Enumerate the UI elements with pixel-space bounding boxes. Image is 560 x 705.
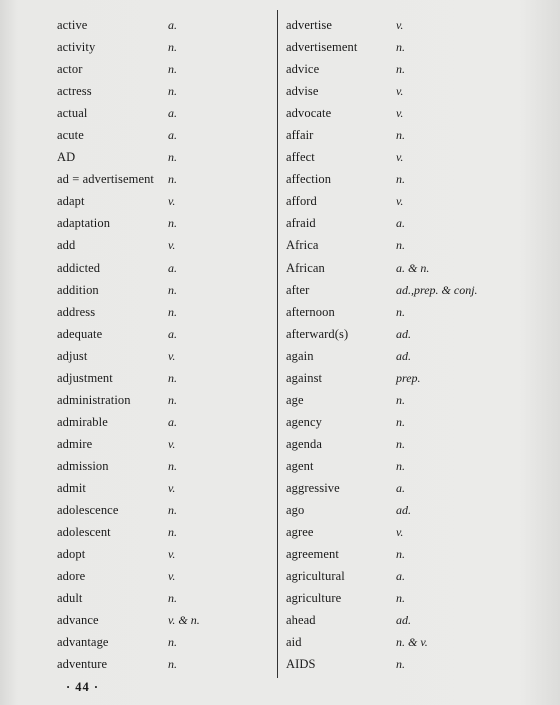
part-of-speech: v.: [396, 194, 404, 209]
word-entry: [57, 14, 272, 36]
part-of-speech: n.: [168, 370, 177, 385]
headword: ahead: [286, 613, 316, 628]
part-of-speech: a.: [168, 18, 177, 32]
word-entry: [286, 609, 546, 631]
headword: agricultural: [286, 569, 345, 584]
headword: adjust: [57, 348, 88, 363]
part-of-speech: v.: [396, 106, 404, 121]
word-entry: [57, 190, 272, 212]
part-of-speech: n.: [168, 304, 177, 319]
headword: aid: [286, 635, 302, 650]
headword: advise: [286, 84, 319, 99]
part-of-speech: ad.,prep. & conj.: [396, 282, 478, 297]
part-of-speech: ad.: [396, 326, 411, 341]
headword: adolescence: [57, 503, 119, 518]
part-of-speech: n.: [168, 525, 177, 540]
word-entry: [286, 587, 546, 609]
headword: address: [57, 304, 96, 319]
word-entry: [57, 433, 272, 455]
word-entry: [286, 499, 546, 521]
part-of-speech: n.: [396, 128, 405, 143]
word-entry: [57, 587, 272, 609]
word-entry: [57, 212, 272, 234]
part-of-speech: a.: [168, 260, 177, 275]
word-entry: [57, 279, 272, 301]
part-of-speech: v.: [168, 547, 176, 562]
word-entry: [57, 499, 272, 521]
part-of-speech: n.: [168, 657, 177, 672]
column-divider: [277, 10, 278, 678]
part-of-speech: a.: [396, 569, 405, 584]
headword: advertisement: [286, 40, 358, 55]
part-of-speech: n.: [168, 282, 177, 297]
right-word-column: [286, 14, 546, 675]
headword: advocate: [286, 106, 332, 121]
word-entry: [286, 631, 546, 653]
headword: activity: [57, 40, 96, 55]
part-of-speech: v.: [168, 569, 176, 584]
word-entry: [286, 257, 546, 279]
headword: adequate: [57, 326, 103, 341]
part-of-speech: n.: [168, 172, 177, 187]
word-entry: [286, 477, 546, 499]
part-of-speech: n.: [396, 591, 405, 606]
headword: addition: [57, 282, 99, 297]
word-entry: [286, 234, 546, 256]
part-of-speech: n.: [396, 304, 405, 319]
part-of-speech: ad.: [396, 613, 411, 628]
headword: AD: [57, 150, 76, 165]
part-of-speech: n.: [396, 436, 405, 451]
headword: addicted: [57, 260, 101, 275]
part-of-speech: v. & n.: [168, 613, 200, 628]
word-entry: [57, 367, 272, 389]
word-entry: [57, 389, 272, 411]
headword: against: [286, 370, 323, 385]
headword: adventure: [57, 657, 108, 672]
part-of-speech: n. & v.: [396, 635, 428, 650]
word-entry: [57, 477, 272, 499]
part-of-speech: prep.: [396, 370, 421, 385]
headword: afterward(s): [286, 326, 349, 341]
part-of-speech: a.: [168, 326, 177, 341]
part-of-speech: a. & n.: [396, 260, 430, 275]
headword: admire: [57, 436, 93, 451]
part-of-speech: n.: [396, 40, 405, 55]
headword: agenda: [286, 436, 322, 451]
word-entry: [57, 345, 272, 367]
word-entry: [286, 124, 546, 146]
word-entry: [286, 521, 546, 543]
headword: adore: [57, 569, 86, 584]
word-entry: [286, 411, 546, 433]
headword: age: [286, 392, 304, 407]
word-entry: [286, 168, 546, 190]
word-entry: [286, 279, 546, 301]
part-of-speech: v.: [396, 150, 404, 165]
headword: adopt: [57, 547, 86, 562]
word-entry: [286, 543, 546, 565]
word-entry: [57, 609, 272, 631]
headword: active: [57, 18, 88, 32]
word-entry: [286, 455, 546, 477]
headword: acute: [57, 128, 84, 143]
headword: advantage: [57, 635, 109, 650]
part-of-speech: n.: [168, 591, 177, 606]
part-of-speech: n.: [396, 657, 405, 672]
word-entry: [57, 521, 272, 543]
word-entry: [286, 80, 546, 102]
headword: agriculture: [286, 591, 342, 606]
headword: administration: [57, 392, 131, 407]
part-of-speech: n.: [168, 84, 177, 99]
headword: afternoon: [286, 304, 335, 319]
headword: adjustment: [57, 370, 113, 385]
part-of-speech: n.: [396, 547, 405, 562]
part-of-speech: a.: [396, 480, 405, 495]
part-of-speech: a.: [168, 414, 177, 429]
word-entry: [286, 389, 546, 411]
part-of-speech: n.: [168, 503, 177, 518]
headword: affect: [286, 150, 315, 165]
headword: affair: [286, 128, 314, 143]
word-entry: [57, 102, 272, 124]
page-number: · 44 ·: [66, 680, 100, 694]
part-of-speech: v.: [396, 525, 404, 540]
headword: advertise: [286, 18, 333, 32]
headword: adaptation: [57, 216, 111, 231]
word-entry: [286, 565, 546, 587]
part-of-speech: n.: [168, 150, 177, 165]
word-entry: [57, 124, 272, 146]
word-entry: [286, 323, 546, 345]
headword: ad = advertisement: [57, 172, 155, 187]
word-entry: [57, 631, 272, 653]
headword: affection: [286, 172, 332, 187]
headword: after: [286, 282, 310, 297]
word-entry: [286, 653, 546, 675]
headword: advice: [286, 62, 320, 77]
headword: admission: [57, 458, 109, 473]
part-of-speech: v.: [168, 480, 176, 495]
part-of-speech: n.: [396, 62, 405, 77]
word-entry: [57, 257, 272, 279]
word-entry: [286, 102, 546, 124]
word-entry: [57, 234, 272, 256]
part-of-speech: n.: [396, 458, 405, 473]
headword: again: [286, 348, 314, 363]
part-of-speech: a.: [168, 128, 177, 143]
part-of-speech: v.: [396, 84, 404, 99]
headword: add: [57, 238, 76, 253]
word-entry: [286, 301, 546, 323]
headword: admit: [57, 480, 86, 495]
headword: ago: [286, 503, 305, 518]
part-of-speech: n.: [168, 392, 177, 407]
part-of-speech: ad.: [396, 348, 411, 363]
part-of-speech: v.: [396, 18, 404, 32]
word-entry: [57, 565, 272, 587]
headword: agreement: [286, 547, 339, 562]
headword: admirable: [57, 414, 108, 429]
headword: actor: [57, 62, 83, 77]
part-of-speech: v.: [168, 238, 176, 253]
word-entry: [57, 543, 272, 565]
word-entry: [57, 168, 272, 190]
headword: aggressive: [286, 480, 340, 495]
part-of-speech: n.: [168, 635, 177, 650]
part-of-speech: v.: [168, 348, 176, 363]
word-entry: [57, 455, 272, 477]
part-of-speech: n.: [396, 392, 405, 407]
left-word-column: [57, 14, 272, 675]
part-of-speech: n.: [396, 172, 405, 187]
word-entry: [286, 367, 546, 389]
part-of-speech: n.: [168, 62, 177, 77]
part-of-speech: v.: [168, 194, 176, 209]
headword: African: [286, 260, 325, 275]
headword: afford: [286, 194, 317, 209]
headword: agent: [286, 458, 314, 473]
headword: actual: [57, 106, 88, 121]
headword: actress: [57, 84, 92, 99]
word-entry: [286, 58, 546, 80]
word-entry: [57, 323, 272, 345]
part-of-speech: n.: [168, 458, 177, 473]
headword: advance: [57, 613, 99, 628]
word-entry: [57, 80, 272, 102]
word-entry: [286, 146, 546, 168]
word-entry: [286, 212, 546, 234]
word-entry: [57, 411, 272, 433]
part-of-speech: a.: [396, 216, 405, 231]
part-of-speech: n.: [396, 414, 405, 429]
word-entry: [286, 345, 546, 367]
part-of-speech: ad.: [396, 503, 411, 518]
word-entry: [57, 58, 272, 80]
headword: agree: [286, 525, 314, 540]
word-entry: [286, 433, 546, 455]
word-entry: [57, 146, 272, 168]
part-of-speech: v.: [168, 436, 176, 451]
headword: agency: [286, 414, 322, 429]
headword: afraid: [286, 216, 316, 231]
part-of-speech: n.: [168, 40, 177, 55]
word-entry: [286, 36, 546, 58]
word-entry: [57, 653, 272, 675]
part-of-speech: n.: [168, 216, 177, 231]
word-entry: [286, 190, 546, 212]
headword: Africa: [286, 238, 319, 253]
headword: adapt: [57, 194, 85, 209]
headword: adult: [57, 591, 83, 606]
word-entry: [57, 301, 272, 323]
headword: AIDS: [286, 657, 316, 672]
word-entry: [57, 36, 272, 58]
part-of-speech: n.: [396, 238, 405, 253]
part-of-speech: a.: [168, 106, 177, 121]
word-entry: [286, 14, 546, 36]
headword: adolescent: [57, 525, 111, 540]
